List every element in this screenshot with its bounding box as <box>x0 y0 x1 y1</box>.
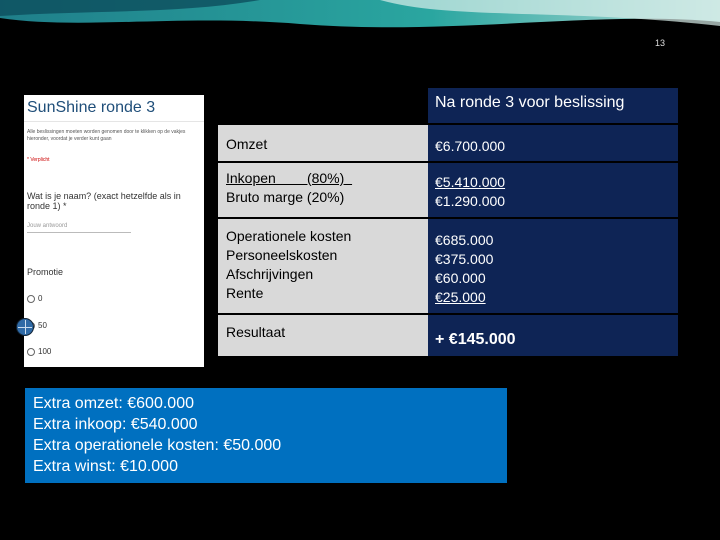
label-line: Operationele kosten <box>226 228 352 244</box>
row-label-kosten <box>218 219 428 313</box>
form-option-label: 50 <box>38 321 47 330</box>
form-description: Alle beslissingen moeten worden genomen door te klikken op de vakjes hieronder, voordat je verder kunt gaan <box>27 129 186 142</box>
form-option-label: 0 <box>38 294 43 303</box>
row-value-inkopen <box>428 163 678 217</box>
label-line: Resultaat <box>226 324 286 340</box>
row-label-resultaat <box>218 315 428 356</box>
row-value-omzet <box>428 125 678 161</box>
label-line: Inkopen (80%) <box>226 170 353 186</box>
slide-number: 13 <box>654 38 665 48</box>
form-option-0[interactable] <box>27 294 42 303</box>
value-line: €5.410.000 <box>435 174 506 190</box>
form-question-name: Wat is je naam? (exact hetzelfde als in ronde 1) * <box>27 191 181 211</box>
value-line: €375.000 <box>435 251 494 267</box>
note-line: Extra omzet: €600.000 <box>33 395 194 412</box>
table-header-text: Na ronde 3 voor beslissing <box>435 94 625 111</box>
form-divider <box>24 121 204 122</box>
value-line: + €145.000 <box>435 331 516 348</box>
form-required-note: * Verplicht <box>27 157 50 163</box>
note-line: Extra operationele kosten: €50.000 <box>33 437 282 454</box>
row-value-resultaat <box>428 315 678 356</box>
label-line: Bruto marge (20%) <box>226 189 345 205</box>
label-line: Rente <box>226 285 264 301</box>
form-title: SunShine ronde 3 <box>27 99 156 116</box>
value-line: €685.000 <box>435 232 494 248</box>
form-option-100[interactable] <box>27 347 51 356</box>
note-line: Extra inkoop: €540.000 <box>33 416 198 433</box>
form-screenshot <box>24 95 204 367</box>
form-name-input[interactable]: Jouw antwoord <box>27 221 131 233</box>
label-line: Personeelskosten <box>226 247 338 263</box>
label-line: Afschrijvingen <box>226 266 314 282</box>
row-label-omzet <box>218 125 428 161</box>
row-value-kosten <box>428 219 678 313</box>
value-line: €60.000 <box>435 270 486 286</box>
extra-note-box <box>25 388 507 483</box>
row-label-inkopen <box>218 163 428 217</box>
decorative-header-band <box>0 0 720 40</box>
radio-icon <box>27 295 35 303</box>
label-line: Omzet <box>226 136 268 152</box>
radio-icon <box>27 348 35 356</box>
form-option-label: 100 <box>38 347 52 356</box>
value-line: €6.700.000 <box>435 138 506 154</box>
crosshair-cursor-icon <box>16 318 34 336</box>
form-promotion-label: Promotie <box>27 267 64 277</box>
value-line: €1.290.000 <box>435 193 506 209</box>
table-header <box>428 88 678 123</box>
note-line: Extra winst: €10.000 <box>33 458 178 475</box>
value-line: €25.000 <box>435 289 486 305</box>
